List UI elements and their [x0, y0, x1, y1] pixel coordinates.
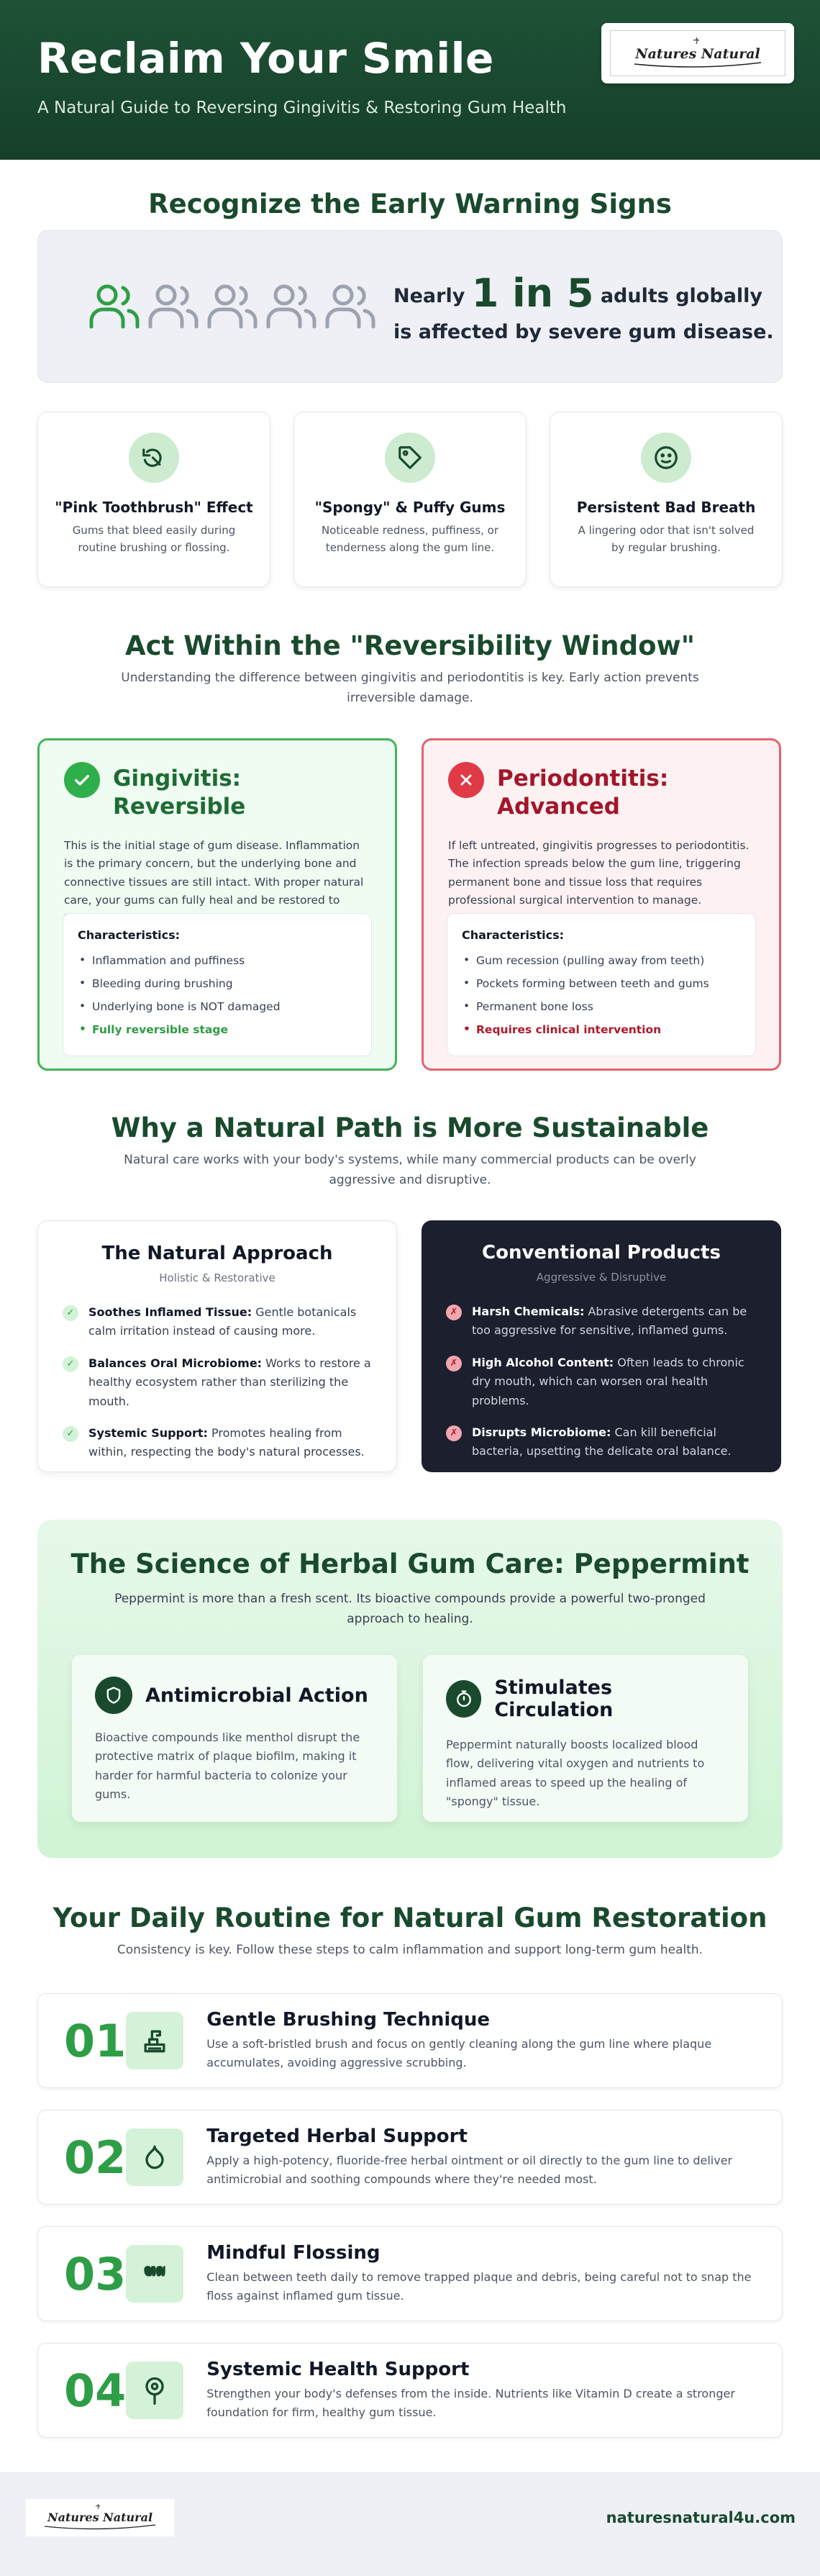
gingivitis-title: Gingivitis: Reversible [113, 766, 246, 820]
list-item: ✓ Balances Oral Microbiome: Works to restore a healthy ecosystem rather than sterilizing the mouth. [63, 1354, 372, 1411]
step-title: Systemic Health Support [206, 2359, 470, 2381]
person-icon [323, 279, 378, 334]
herbal-card [423, 1655, 748, 1822]
x-icon: ✗ [446, 1425, 462, 1441]
warning-card [550, 412, 783, 587]
natural-approach-card [37, 1220, 397, 1472]
list-item: • Gum recession (pulling away from teeth) [462, 949, 741, 972]
natural-approach-subtitle: Holistic & Restorative [159, 1271, 275, 1284]
person-icon [264, 279, 319, 334]
svg-text:Natures Natural: Natures Natural [635, 46, 760, 62]
warning-card-title: "Pink Toothbrush" Effect [55, 499, 253, 516]
check-icon: ✓ [63, 1305, 78, 1321]
routine-section-subtitle: Consistency is key. Follow these steps to calm inflammation and support long-term gum health. [117, 1943, 703, 1957]
characteristics-heading: Characteristics: [78, 928, 181, 942]
list-item: ✗ Disrupts Microbiome: Can kill beneficial bacteria, upsetting the delicate oral balance. [446, 1423, 757, 1461]
person-highlight-icon [87, 279, 142, 334]
list-item: • Inflammation and puffiness [78, 949, 357, 972]
herbal-card-title: Antimicrobial Action [145, 1684, 368, 1707]
close-icon [448, 762, 484, 798]
x-icon: ✗ [446, 1305, 462, 1320]
smile-icon [641, 432, 691, 483]
people-icons [87, 279, 378, 334]
check-icon: ✓ [63, 1426, 78, 1442]
footer [0, 2472, 820, 2576]
conventional-products-subtitle: Aggressive & Disruptive [536, 1271, 667, 1284]
routine-step [37, 1993, 783, 2088]
list-item: ✓ Soothes Inflamed Tissue: Gentle botanicals calm irritation instead of causing more. [63, 1303, 372, 1341]
step-title: Gentle Brushing Technique [206, 2009, 491, 2031]
routine-step [37, 2226, 783, 2321]
step-number: 02 [64, 2131, 127, 2184]
gingivitis-characteristics [63, 913, 372, 1056]
natural-approach-title: The Natural Approach [101, 1243, 333, 1264]
statistic-text [393, 268, 774, 344]
page-subtitle: A Natural Guide to Reversing Gingivitis & Restoring Gum Health [37, 98, 567, 117]
list-item: ✗ High Alcohol Content: Often leads to chronic dry mouth, which can worsen oral health problems. [446, 1353, 757, 1410]
periodontitis-card [422, 738, 781, 1071]
herbal-section-title: The Science of Herbal Gum Care: Peppermint [70, 1548, 750, 1579]
floss-icon [126, 2245, 183, 2303]
warning-card [37, 412, 270, 587]
list-item: • Underlying bone is NOT damaged [78, 995, 357, 1018]
footer-logo [26, 2499, 174, 2536]
page-title: Reclaim Your Smile [37, 34, 494, 83]
conventional-products-card [422, 1220, 781, 1472]
timer-icon [446, 1680, 481, 1718]
stat-number: 1 in 5 [471, 271, 594, 317]
list-item-highlight: • Fully reversible stage [78, 1018, 357, 1041]
natural-path-section-title: Why a Natural Path is More Sustainable [111, 1112, 709, 1143]
step-title: Mindful Flossing [206, 2242, 381, 2264]
periodontitis-title: Periodontitis: Advanced [497, 766, 669, 820]
check-icon: ✓ [63, 1356, 78, 1372]
person-icon [205, 279, 260, 334]
routine-section-title: Your Daily Routine for Natural Gum Restoration [53, 1902, 767, 1933]
list-item: • Bleeding during brushing [78, 972, 357, 995]
gingivitis-description: This is the initial stage of gum disease. Inflammation is the primary concern, but the underlying bone and connective tissues are still intact. With proper natural care, your gums can fully heal and be restored to [64, 838, 364, 907]
characteristics-heading: Characteristics: [462, 928, 565, 942]
warning-section-title: Recognize the Early Warning Signs [148, 189, 672, 219]
herbal-section-subtitle: Peppermint is more than a fresh scent. Its bioactive compounds provide a powerful two-pronged approach to healing. [114, 1592, 706, 1627]
list-item-highlight: • Requires clinical intervention [462, 1018, 741, 1041]
herbal-card-text: Bioactive compounds like menthol disrupt the protective matrix of plaque biofilm, making it harder for harmful bacteria to colonize your gums. [95, 1731, 360, 1802]
list-item: • Permanent bone loss [462, 995, 741, 1018]
step-text: Clean between teeth daily to remove trapped plaque and debris, being careful not to snap the floss against inflamed gum tissue. [206, 2270, 752, 2303]
brush-icon [126, 2012, 183, 2069]
warning-card-text: Gums that bleed easily during routine brushing or flossing. [72, 524, 236, 554]
list-item: • Pockets forming between teeth and gums [462, 972, 741, 995]
herbal-card [72, 1655, 397, 1822]
person-icon [146, 279, 201, 334]
conventional-products-title: Conventional Products [482, 1242, 721, 1264]
herbal-science-panel [37, 1520, 783, 1858]
shield-icon [95, 1677, 132, 1714]
routine-step [37, 2110, 783, 2205]
header-banner [0, 0, 820, 160]
stat-suffix: adults globally [600, 285, 763, 308]
drop-icon [126, 2128, 183, 2186]
step-number: 04 [64, 2364, 127, 2417]
brand-logo [601, 23, 794, 83]
toothbrush-icon [129, 432, 179, 483]
brand-logo-graphic [619, 35, 777, 72]
step-text: Apply a high-potency, fluoride-free herbal ointment or oil directly to the gum line to deliver antimicrobial and soothing compounds where they're needed most. [206, 2154, 733, 2186]
x-icon: ✗ [446, 1356, 462, 1371]
step-text: Use a soft-bristled brush and focus on gently cleaning along the gum line where plaque accumulates, avoiding aggressive scrubbing. [206, 2037, 712, 2069]
warning-card-title: Persistent Bad Breath [576, 499, 756, 516]
periodontitis-description: If left untreated, gingivitis progresses to periodontitis. The infection spreads below the gum line, triggering permanent bone and tissue loss that requires professional surgical intervention to manage. [448, 838, 750, 907]
herbal-card-text: Peppermint naturally boosts localized blood flow, delivering vital oxygen and nutrients to inflamed areas to speed up the healing of "spongy" tissue. [446, 1738, 705, 1809]
tag-icon [385, 432, 435, 483]
periodontitis-characteristics [447, 913, 756, 1056]
website-link[interactable]: naturesnatural4u.com [606, 2509, 796, 2526]
warning-card-text: Noticeable redness, puffiness, or tenderness along the gum line. [321, 524, 499, 554]
stat-line2: is affected by severe gum disease. [393, 320, 774, 343]
check-icon [64, 762, 100, 798]
warning-card [293, 412, 527, 587]
step-number: 03 [64, 2247, 127, 2300]
stat-prefix: Nearly [393, 285, 465, 308]
statistic-box [37, 230, 783, 383]
natural-path-section-subtitle: Natural care works with your body's systems, while many commercial products can be overly aggressive and disruptive. [124, 1153, 696, 1188]
svg-text:Natures Natural: Natures Natural [47, 2511, 153, 2524]
footer-logo-graphic [32, 2503, 168, 2533]
list-item: ✓ Systemic Support: Promotes healing from within, respecting the body's natural processes. [63, 1424, 372, 1462]
list-item: ✗ Harsh Chemicals: Abrasive detergents can be too aggressive for sensitive, inflamed gums. [446, 1302, 757, 1341]
warning-card-text: A lingering odor that isn't solved by regular brushing. [578, 524, 755, 554]
step-number: 01 [64, 2014, 127, 2067]
herbal-card-title: Stimulates Circulation [494, 1677, 614, 1721]
gingivitis-card [37, 738, 397, 1071]
warning-card-title: "Spongy" & Puffy Gums [314, 499, 506, 516]
pin-icon [126, 2362, 183, 2419]
step-title: Targeted Herbal Support [206, 2126, 468, 2148]
reversibility-section-subtitle: Understanding the difference between gingivitis and periodontitis is key. Early action prevents irreversible damage. [121, 671, 699, 706]
reversibility-section-title: Act Within the "Reversibility Window" [124, 630, 695, 661]
step-text: Strengthen your body's defenses from the inside. Nutrients like Vitamin D create a stronger foundation for firm, healthy gum tissue. [206, 2387, 735, 2419]
routine-step [37, 2343, 783, 2438]
